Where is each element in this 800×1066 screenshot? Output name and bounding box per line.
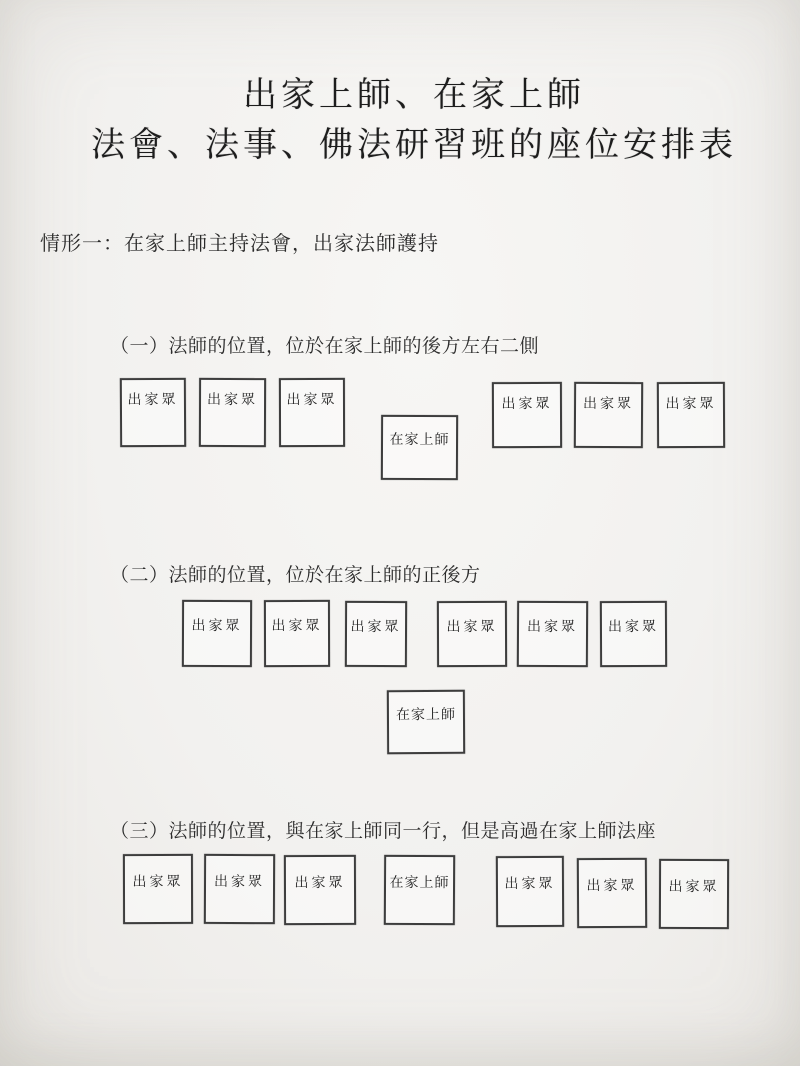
seat-label: 出家眾 — [191, 618, 243, 635]
seat-box-lay-master — [387, 690, 465, 754]
seat-box-monastic — [279, 378, 345, 447]
section-1-heading: （一）法師的位置，位於在家上師的後方左右二側 — [110, 335, 540, 357]
seat-box-monastic — [659, 859, 729, 929]
seat-box-monastic — [600, 601, 667, 667]
seat-label: 出家眾 — [504, 876, 556, 893]
seat-label: 出家眾 — [665, 396, 717, 413]
seat-label: 出家眾 — [127, 391, 179, 408]
seat-label: 出家眾 — [607, 618, 660, 636]
seat-box-monastic — [199, 378, 266, 447]
seat-box-monastic — [496, 856, 564, 927]
seat-box-monastic — [284, 855, 356, 925]
seat-label: 出家眾 — [286, 391, 338, 408]
seat-box-monastic — [657, 382, 725, 448]
seat-label: 在家上師 — [389, 874, 450, 892]
seat-label: 出家眾 — [271, 618, 323, 635]
document-title-line1: 出家上師、在家上師 — [243, 75, 585, 115]
seat-label: 出家眾 — [583, 396, 635, 413]
seat-label: 出家眾 — [207, 391, 259, 408]
seat-label: 出家眾 — [526, 618, 579, 636]
seat-box-monastic — [123, 854, 193, 924]
seat-box-monastic — [577, 858, 647, 928]
seat-box-monastic — [120, 378, 186, 447]
section-3-heading: （三）法師的位置，與在家上師同一行，但是高過在家上師法座 — [110, 820, 657, 842]
seat-box-monastic — [204, 854, 275, 924]
seat-box-monastic — [345, 601, 407, 667]
seat-box-lay-master — [381, 415, 458, 480]
document-title — [14, 70, 800, 170]
seat-box-monastic — [264, 600, 330, 667]
document-title-line2: 法會、法事、佛法研習班的座位安排表 — [91, 125, 737, 165]
seat-label: 出家眾 — [132, 874, 184, 891]
seat-label: 出家眾 — [586, 877, 638, 895]
seat-box-monastic — [574, 382, 643, 448]
seat-label: 出家眾 — [294, 874, 346, 892]
seat-label: 出家眾 — [501, 396, 553, 413]
seat-label: 出家眾 — [668, 878, 720, 896]
seat-label: 出家眾 — [446, 618, 498, 636]
seat-label: 在家上師 — [389, 431, 450, 449]
seat-box-monastic — [437, 601, 507, 667]
seat-label: 在家上師 — [395, 706, 457, 723]
seat-box-monastic — [517, 601, 588, 667]
scenario-heading: 情形一：在家上師主持法會，出家法師護持 — [40, 231, 439, 255]
section-2-heading: （二）法師的位置，位於在家上師的正後方 — [110, 564, 481, 586]
seat-box-lay-master — [384, 855, 455, 925]
seat-box-monastic — [182, 600, 252, 667]
seat-box-monastic — [492, 382, 562, 448]
seat-label: 出家眾 — [350, 618, 402, 636]
seat-label: 出家眾 — [213, 873, 266, 891]
